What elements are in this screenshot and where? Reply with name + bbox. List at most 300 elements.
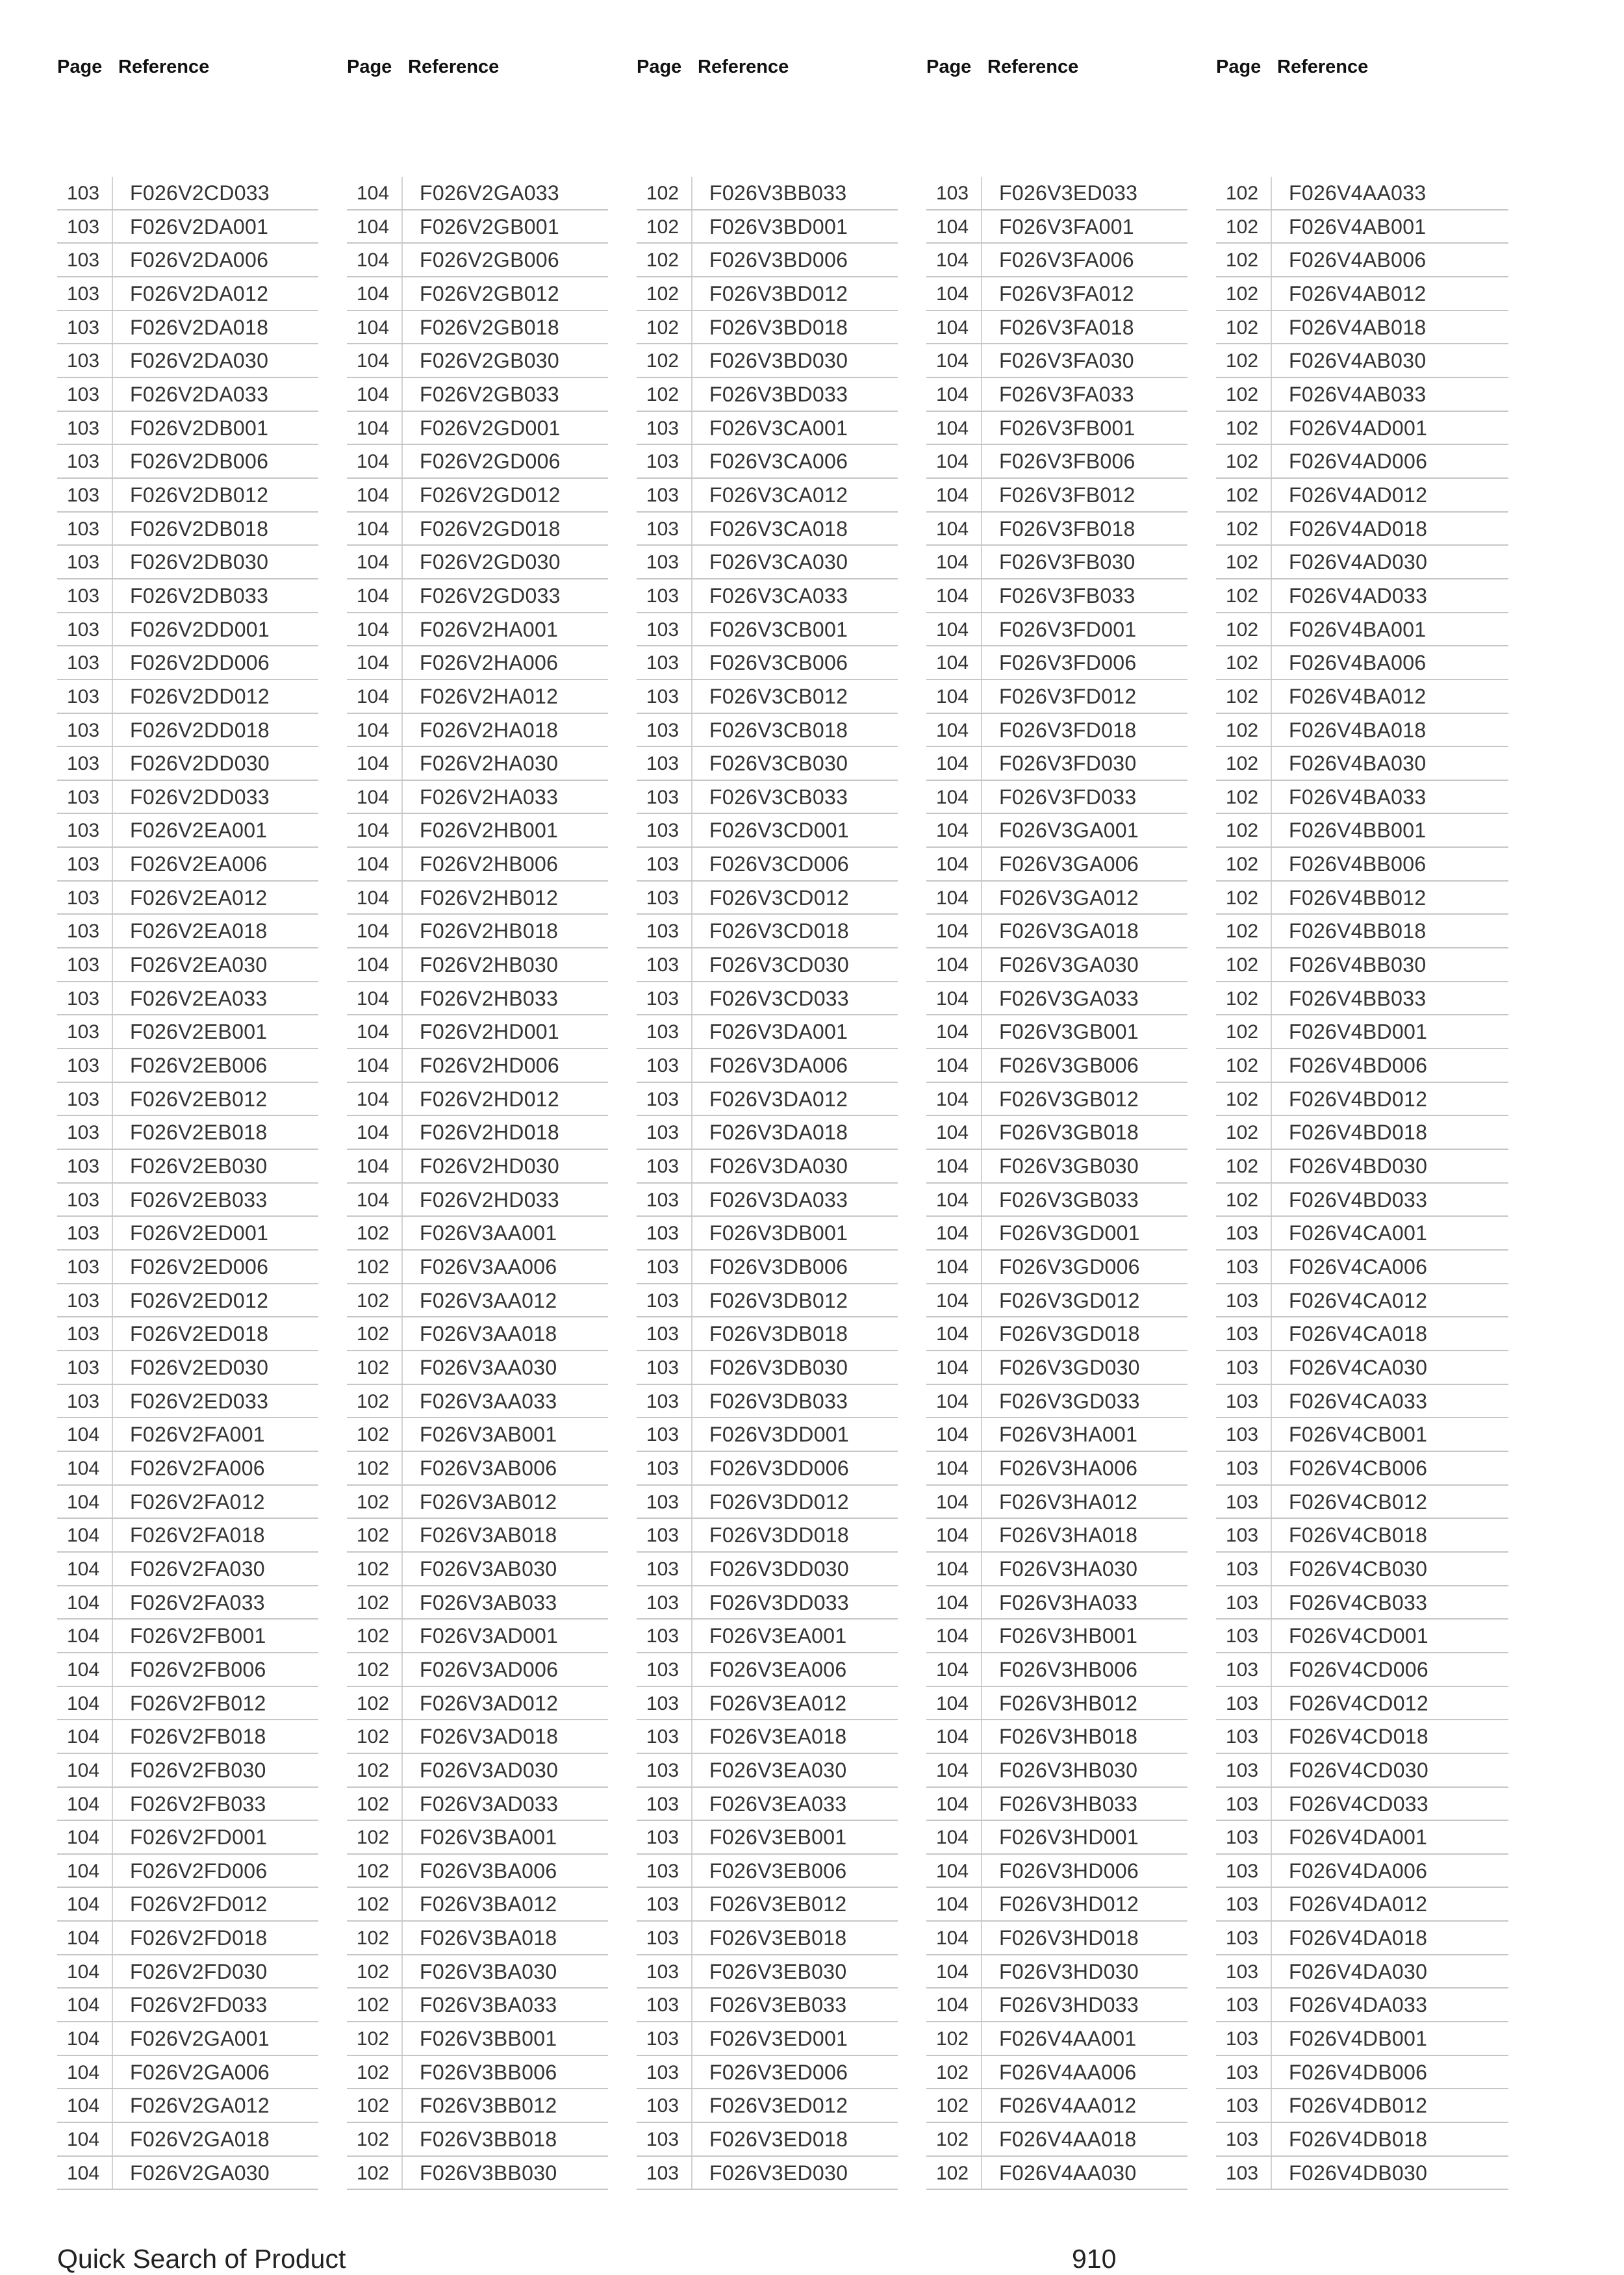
reference-cell: F026V2FD030 <box>130 1959 268 1983</box>
reference-cell: F026V3DB001 <box>709 1221 848 1245</box>
page-cell: 104 <box>935 1994 969 2016</box>
table-row <box>57 1519 318 1553</box>
table-row <box>1216 445 1508 479</box>
reference-cell: F026V3HB006 <box>999 1657 1138 1681</box>
table-row <box>1216 1855 1508 1888</box>
table-row <box>57 2123 318 2157</box>
reference-cell: F026V3DD030 <box>709 1557 849 1581</box>
reference-cell: F026V3AD018 <box>420 1725 559 1749</box>
reference-cell: F026V4CB012 <box>1289 1490 1428 1514</box>
page-cell: 104 <box>356 451 390 473</box>
table-row <box>637 982 898 1016</box>
reference-cell: F026V4AB006 <box>1289 248 1427 272</box>
reference-cell: F026V2GB001 <box>420 214 560 238</box>
reference-cell: F026V2GA012 <box>130 2094 270 2118</box>
table-row <box>1216 982 1508 1016</box>
page-cell: 103 <box>66 283 100 305</box>
reference-cell: F026V3AA030 <box>420 1355 557 1379</box>
page-cell: 102 <box>356 2129 390 2151</box>
table-row <box>637 1083 898 1117</box>
page-cell: 104 <box>935 216 969 238</box>
reference-cell: F026V4BD033 <box>1289 1188 1428 1212</box>
reference-cell: F026V4CA001 <box>1289 1221 1428 1245</box>
reference-cell: F026V4DA006 <box>1289 1859 1428 1883</box>
table-row <box>347 1754 608 1788</box>
page-cell: 102 <box>1225 417 1259 439</box>
reference-cell: F026V3CD006 <box>709 852 849 876</box>
table-row <box>57 1754 318 1788</box>
reference-cell: F026V4AA001 <box>999 2027 1137 2051</box>
page-cell: 103 <box>66 1390 100 1412</box>
table-row <box>1216 1217 1508 1251</box>
page-cell: 103 <box>1225 2028 1259 2050</box>
table-row <box>57 915 318 948</box>
footer-title: Quick Search of Product <box>57 2244 346 2274</box>
page-cell: 103 <box>66 820 100 842</box>
reference-cell: F026V2GD030 <box>420 550 561 574</box>
page-cell: 103 <box>1225 2095 1259 2117</box>
reference-cell: F026V3FB001 <box>999 416 1136 440</box>
page-cell: 103 <box>66 1189 100 1211</box>
page-cell: 104 <box>356 1156 390 1178</box>
header-reference-label: Reference <box>698 57 789 77</box>
page-cell: 104 <box>356 1189 390 1211</box>
table-row <box>926 412 1187 446</box>
reference-cell: F026V3DD012 <box>709 1490 849 1514</box>
reference-cell: F026V4DB012 <box>1289 2094 1428 2118</box>
page-cell: 103 <box>66 652 100 674</box>
table-row <box>637 1687 898 1721</box>
page-cell: 103 <box>646 1122 679 1144</box>
page-cell: 104 <box>935 685 969 707</box>
page-cell: 103 <box>66 618 100 641</box>
page-cell: 103 <box>646 921 679 943</box>
page-cell: 102 <box>1225 1088 1259 1110</box>
reference-cell: F026V4AB012 <box>1289 281 1427 305</box>
reference-cell: F026V2GB018 <box>420 315 560 339</box>
page-cell: 102 <box>356 1290 390 1312</box>
table-row <box>347 1888 608 1922</box>
page-cell: 103 <box>646 1390 679 1412</box>
reference-cell: F026V4CD001 <box>1289 1624 1428 1648</box>
table-row <box>926 747 1187 781</box>
reference-cell: F026V3CB006 <box>709 651 848 675</box>
table-row <box>57 1687 318 1721</box>
page-cell: 104 <box>935 1692 969 1714</box>
table-row <box>926 915 1187 948</box>
reference-cell: F026V3DA006 <box>709 1054 848 1078</box>
table-row <box>1216 1922 1508 1955</box>
reference-cell: F026V2DD018 <box>130 718 270 742</box>
page-cell: 104 <box>935 316 969 338</box>
reference-cell: F026V3AB001 <box>420 1423 557 1447</box>
page-cell: 104 <box>935 1726 969 1748</box>
reference-cell: F026V4BB033 <box>1289 986 1427 1010</box>
page-cell: 102 <box>646 283 679 305</box>
page-cell: 103 <box>1225 1927 1259 1950</box>
reference-cell: F026V3HA018 <box>999 1523 1138 1547</box>
reference-cell: F026V3HA030 <box>999 1557 1138 1581</box>
table-row <box>57 210 318 244</box>
page-cell: 103 <box>646 820 679 842</box>
table-row <box>637 1150 898 1184</box>
page-cell: 103 <box>646 1156 679 1178</box>
page-cell: 103 <box>1225 2129 1259 2151</box>
table-row <box>1216 1687 1508 1721</box>
reference-cell: F026V2HA030 <box>420 752 559 776</box>
reference-cell: F026V3HD006 <box>999 1859 1139 1883</box>
reference-cell: F026V3FB006 <box>999 450 1136 474</box>
table-row <box>57 1217 318 1251</box>
reference-cell: F026V4AA030 <box>999 2161 1137 2185</box>
page-cell: 103 <box>646 1827 679 1849</box>
index-column-2 <box>347 55 608 2190</box>
table-row <box>57 781 318 815</box>
table-row <box>637 613 898 647</box>
table-row <box>637 244 898 277</box>
reference-cell: F026V4BB030 <box>1289 953 1427 977</box>
reference-cell: F026V3GA033 <box>999 986 1139 1010</box>
page-cell: 102 <box>1225 618 1259 641</box>
table-row <box>637 479 898 513</box>
page-cell: 103 <box>1225 1860 1259 1882</box>
page-cell: 104 <box>66 1994 100 2016</box>
page-cell: 103 <box>1225 1356 1259 1379</box>
table-row <box>1216 546 1508 579</box>
reference-cell: F026V3BB006 <box>420 2060 557 2084</box>
page-cell: 104 <box>356 618 390 641</box>
page-cell: 104 <box>935 1927 969 1950</box>
table-row <box>637 1317 898 1351</box>
table-row <box>57 1452 318 1486</box>
page-cell: 103 <box>1225 1525 1259 1547</box>
reference-cell: F026V4BB001 <box>1289 819 1427 843</box>
table-row <box>637 1620 898 1653</box>
reference-cell: F026V4BD030 <box>1289 1154 1428 1178</box>
reference-cell: F026V3FA033 <box>999 382 1134 406</box>
page-cell: 103 <box>66 1323 100 1345</box>
reference-cell: F026V3AA001 <box>420 1221 557 1245</box>
table-row <box>347 412 608 446</box>
table-row <box>926 1754 1187 1788</box>
page-cell: 102 <box>1225 719 1259 741</box>
page-cell: 103 <box>646 1457 679 1479</box>
reference-cell: F026V4CA012 <box>1289 1288 1428 1312</box>
table-row <box>57 646 318 680</box>
page-cell: 104 <box>935 1156 969 1178</box>
reference-cell: F026V2FA006 <box>130 1456 265 1480</box>
table-row <box>637 1217 898 1251</box>
reference-cell: F026V2FB001 <box>130 1624 266 1648</box>
table-row <box>637 1184 898 1217</box>
table-row <box>926 1351 1187 1385</box>
table-row <box>637 2157 898 2191</box>
table-row <box>637 1888 898 1922</box>
reference-cell: F026V3HA012 <box>999 1490 1138 1514</box>
page-cell: 103 <box>1225 1290 1259 1312</box>
reference-cell: F026V3DD018 <box>709 1523 849 1547</box>
page-cell: 103 <box>646 1525 679 1547</box>
header-page-label: Page <box>637 57 682 77</box>
page-cell: 103 <box>66 753 100 775</box>
reference-cell: F026V3EA033 <box>709 1792 847 1816</box>
table-row <box>1216 1553 1508 1586</box>
reference-cell: F026V3FA006 <box>999 248 1134 272</box>
page-cell: 102 <box>646 316 679 338</box>
page-cell: 102 <box>356 1558 390 1580</box>
table-row <box>57 244 318 277</box>
page-cell: 102 <box>646 216 679 238</box>
reference-cell: F026V4BD006 <box>1289 1054 1428 1078</box>
reference-cell: F026V2DD012 <box>130 684 270 708</box>
reference-cell: F026V2HB033 <box>420 986 559 1010</box>
reference-cell: F026V2HD033 <box>420 1188 559 1212</box>
table-row <box>637 1251 898 1284</box>
reference-cell: F026V3HA001 <box>999 1423 1138 1447</box>
page-cell: 102 <box>646 350 679 372</box>
page-cell: 104 <box>356 820 390 842</box>
reference-cell: F026V3DB018 <box>709 1322 848 1346</box>
table-row <box>347 1083 608 1117</box>
reference-cell: F026V3EA006 <box>709 1657 847 1681</box>
reference-cell: F026V2EB012 <box>130 1087 268 1111</box>
table-row <box>926 1049 1187 1083</box>
page-cell: 102 <box>1225 954 1259 976</box>
reference-cell: F026V4BB006 <box>1289 852 1427 876</box>
table-row <box>347 1620 608 1653</box>
reference-cell: F026V2EB030 <box>130 1154 268 1178</box>
reference-cell: F026V3BD001 <box>709 214 848 238</box>
table-row <box>637 680 898 714</box>
table-row <box>926 882 1187 915</box>
reference-cell: F026V2HD018 <box>420 1121 559 1145</box>
page-cell: 103 <box>646 987 679 1010</box>
reference-cell: F026V2FD012 <box>130 1892 268 1916</box>
reference-cell: F026V2FB033 <box>130 1792 266 1816</box>
reference-cell: F026V4DA030 <box>1289 1959 1428 1983</box>
page-cell: 102 <box>935 2061 969 2083</box>
reference-cell: F026V2HD006 <box>420 1054 559 1078</box>
page-cell: 103 <box>1225 2061 1259 2083</box>
page-cell: 102 <box>356 1994 390 2016</box>
reference-cell: F026V3GD012 <box>999 1288 1140 1312</box>
table-row <box>347 2123 608 2157</box>
reference-cell: F026V2GD006 <box>420 450 561 474</box>
reference-cell: F026V3BD012 <box>709 281 848 305</box>
page-cell: 103 <box>66 1356 100 1379</box>
reference-cell: F026V3DB033 <box>709 1389 848 1413</box>
table-row <box>57 1015 318 1049</box>
footer-page-number: 910 <box>1072 2244 1117 2274</box>
table-row <box>1216 1519 1508 1553</box>
reference-cell: F026V3GA006 <box>999 852 1139 876</box>
page-cell: 103 <box>66 1290 100 1312</box>
table-row <box>637 1553 898 1586</box>
page-cell: 103 <box>646 1692 679 1714</box>
reference-cell: F026V3GB033 <box>999 1188 1139 1212</box>
page-cell: 104 <box>356 854 390 876</box>
table-row <box>57 479 318 513</box>
table-row <box>57 513 318 546</box>
reference-cell: F026V2HA001 <box>420 617 559 641</box>
reference-cell: F026V3GD030 <box>999 1355 1140 1379</box>
table-row <box>57 1586 318 1620</box>
table-row <box>926 513 1187 546</box>
page-cell: 102 <box>1225 753 1259 775</box>
page-cell: 104 <box>935 1894 969 1916</box>
reference-cell: F026V4DB006 <box>1289 2060 1428 2084</box>
page-cell: 104 <box>356 183 390 204</box>
table-row <box>637 546 898 579</box>
page-cell: 102 <box>1225 316 1259 338</box>
page-cell: 103 <box>646 1558 679 1580</box>
table-row <box>637 513 898 546</box>
table-row <box>926 1620 1187 1653</box>
column-rows <box>1216 177 1508 2190</box>
table-row <box>57 1720 318 1754</box>
table-row <box>57 948 318 982</box>
table-row <box>637 1720 898 1754</box>
table-row <box>926 613 1187 647</box>
reference-cell: F026V2GA006 <box>130 2060 270 2084</box>
table-row <box>57 714 318 748</box>
table-row <box>926 1989 1187 2022</box>
page-cell: 104 <box>935 786 969 808</box>
table-row <box>637 1821 898 1855</box>
table-row <box>926 1015 1187 1049</box>
reference-cell: F026V3EA012 <box>709 1691 847 1715</box>
table-row <box>347 1821 608 1855</box>
page-cell: 102 <box>1225 786 1259 808</box>
page-cell: 102 <box>356 1894 390 1916</box>
page-cell: 104 <box>66 1525 100 1547</box>
table-row <box>347 479 608 513</box>
table-row <box>347 1049 608 1083</box>
page-cell: 102 <box>1225 451 1259 473</box>
reference-cell: F026V2HB012 <box>420 885 559 909</box>
page-cell: 102 <box>356 1525 390 1547</box>
table-row <box>926 2022 1187 2056</box>
table-row <box>926 948 1187 982</box>
table-row <box>926 1317 1187 1351</box>
table-row <box>57 546 318 579</box>
page-cell: 102 <box>1225 921 1259 943</box>
reference-cell: F026V3FD033 <box>999 785 1137 809</box>
page-cell: 103 <box>66 518 100 540</box>
reference-cell: F026V4AA033 <box>1289 181 1427 205</box>
page-cell: 103 <box>66 316 100 338</box>
table-row <box>1216 177 1508 210</box>
page-cell: 104 <box>356 1021 390 1043</box>
reference-cell: F026V2FB006 <box>130 1657 266 1681</box>
page-cell: 102 <box>1225 652 1259 674</box>
table-row <box>1216 1083 1508 1117</box>
table-row <box>637 1922 898 1955</box>
reference-cell: F026V3AA012 <box>420 1288 557 1312</box>
reference-cell: F026V2DA006 <box>130 248 269 272</box>
header-reference-label: Reference <box>1277 57 1369 77</box>
reference-cell: F026V3DA030 <box>709 1154 848 1178</box>
reference-cell: F026V3FD012 <box>999 684 1137 708</box>
table-row <box>637 1351 898 1385</box>
table-row <box>926 680 1187 714</box>
page-cell: 102 <box>356 1223 390 1245</box>
table-row <box>926 210 1187 244</box>
page-cell: 103 <box>66 585 100 607</box>
reference-cell: F026V4DB001 <box>1289 2027 1428 2051</box>
table-row <box>57 1855 318 1888</box>
reference-cell: F026V4CA030 <box>1289 1355 1428 1379</box>
reference-cell: F026V3DD006 <box>709 1456 849 1480</box>
page-cell: 103 <box>646 518 679 540</box>
reference-cell: F026V3BB033 <box>709 181 847 205</box>
table-row <box>637 2022 898 2056</box>
table-row <box>57 1083 318 1117</box>
page-cell: 103 <box>646 1961 679 1983</box>
page-cell: 104 <box>935 518 969 540</box>
table-row <box>1216 882 1508 915</box>
reference-cell: F026V3HB001 <box>999 1624 1138 1648</box>
page-cell: 104 <box>356 1055 390 1077</box>
table-row <box>926 1855 1187 1888</box>
page-cell: 103 <box>1225 1457 1259 1479</box>
table-row <box>926 1653 1187 1687</box>
page-cell: 103 <box>646 1927 679 1950</box>
table-row <box>57 1418 318 1452</box>
page-cell: 103 <box>646 753 679 775</box>
page-cell: 103 <box>66 417 100 439</box>
table-row <box>637 848 898 882</box>
reference-cell: F026V4CD012 <box>1289 1691 1428 1715</box>
page-cell: 103 <box>66 216 100 238</box>
reference-cell: F026V3FB012 <box>999 483 1136 507</box>
reference-cell: F026V4AD033 <box>1289 583 1428 607</box>
reference-cell: F026V3CB012 <box>709 684 848 708</box>
table-row <box>926 646 1187 680</box>
page-cell: 104 <box>935 1390 969 1412</box>
table-row <box>347 210 608 244</box>
page-cell: 104 <box>935 1055 969 1077</box>
table-row <box>926 1586 1187 1620</box>
reference-cell: F026V3EB030 <box>709 1959 847 1983</box>
reference-cell: F026V3GB012 <box>999 1087 1139 1111</box>
table-row <box>926 2056 1187 2090</box>
table-row <box>57 982 318 1016</box>
table-row <box>57 1184 318 1217</box>
table-row <box>1216 1821 1508 1855</box>
page-cell: 104 <box>66 1692 100 1714</box>
reference-cell: F026V3CD018 <box>709 919 849 943</box>
table-row <box>57 1317 318 1351</box>
page-cell: 103 <box>1225 1961 1259 1983</box>
reference-cell: F026V3CA030 <box>709 550 848 574</box>
reference-cell: F026V3CA012 <box>709 483 848 507</box>
page-cell: 102 <box>1225 1122 1259 1144</box>
table-row <box>347 1989 608 2022</box>
page-cell: 104 <box>356 283 390 305</box>
column-rows <box>637 177 898 2190</box>
table-row <box>1216 1385 1508 1419</box>
table-row <box>1216 513 1508 546</box>
table-row <box>57 1116 318 1150</box>
page-cell: 104 <box>935 451 969 473</box>
page-cell: 104 <box>356 417 390 439</box>
reference-cell: F026V2EA001 <box>130 819 268 843</box>
table-row <box>637 1049 898 1083</box>
reference-cell: F026V3AD033 <box>420 1792 559 1816</box>
page-cell: 103 <box>66 1256 100 1278</box>
page-cell: 102 <box>356 1759 390 1781</box>
